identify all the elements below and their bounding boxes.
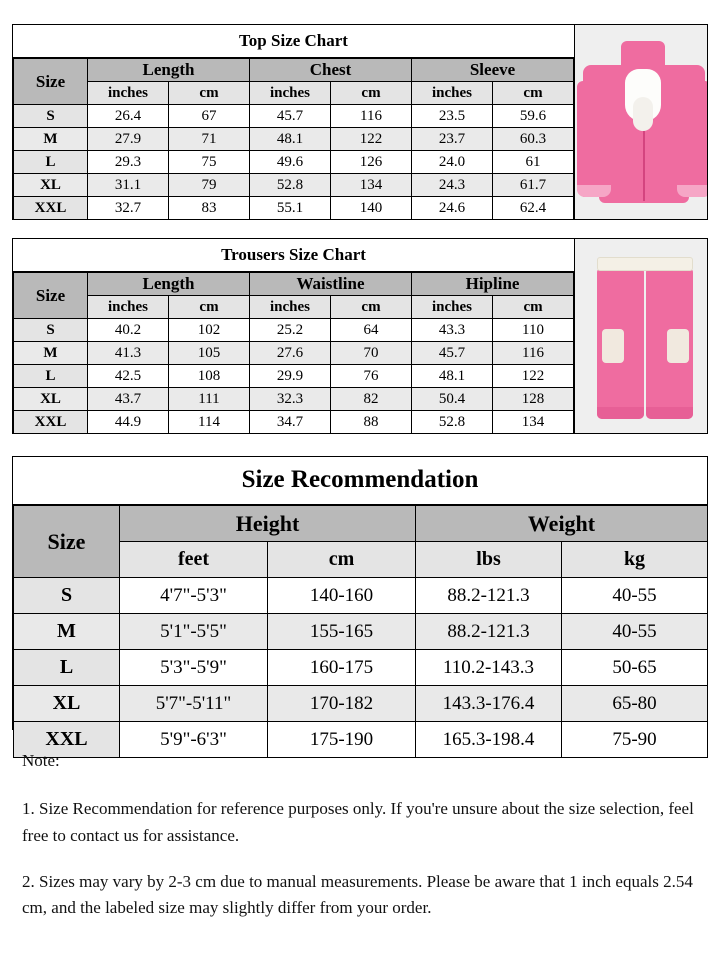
unit-header: feet (120, 542, 268, 578)
cell-value: 42.5 (88, 365, 169, 388)
table-row-group-header (14, 273, 574, 296)
table-row (14, 174, 574, 197)
note-item-2: 2. Sizes may vary by 2-3 cm due to manual measurements. Please be aware that 1 inch equals 2.54 cm, and the labeled size may slightly differ from your order. (22, 872, 693, 918)
table-row (14, 319, 574, 342)
cell-value: 45.7 (250, 105, 331, 128)
size-label: S (14, 578, 120, 614)
cell-value: 44.9 (88, 411, 169, 434)
cell-value: 5'7"-5'11" (120, 686, 268, 722)
size-header: Size (14, 273, 88, 319)
cell-value: 140-160 (268, 578, 416, 614)
size-label: XXL (14, 411, 88, 434)
cell-value: 32.3 (250, 388, 331, 411)
cell-value: 27.6 (250, 342, 331, 365)
group-header-length: Length (88, 273, 250, 296)
cell-value: 88.2-121.3 (416, 614, 562, 650)
cell-value: 111 (169, 388, 250, 411)
cell-value: 43.7 (88, 388, 169, 411)
cell-value: 108 (169, 365, 250, 388)
notes-heading: Note: (22, 751, 60, 770)
cell-value: 45.7 (412, 342, 493, 365)
size-label: XXL (14, 722, 120, 758)
table-row (14, 365, 574, 388)
table-row (14, 578, 708, 614)
table-row (14, 342, 574, 365)
cell-value: 160-175 (268, 650, 416, 686)
cell-value: 170-182 (268, 686, 416, 722)
cell-value: 71 (169, 128, 250, 151)
cell-value: 41.3 (88, 342, 169, 365)
cell-value: 140 (331, 197, 412, 220)
table-row (14, 411, 574, 434)
unit-header: inches (88, 296, 169, 319)
group-header-hipline: Hipline (412, 273, 574, 296)
cell-value: 122 (331, 128, 412, 151)
cell-value: 50-65 (562, 650, 708, 686)
size-label: XL (14, 686, 120, 722)
cell-value: 116 (493, 342, 574, 365)
cell-value: 48.1 (412, 365, 493, 388)
cell-value: 67 (169, 105, 250, 128)
cell-value: 61.7 (493, 174, 574, 197)
cell-value: 165.3-198.4 (416, 722, 562, 758)
table-row (14, 105, 574, 128)
size-label: S (14, 105, 88, 128)
unit-header: inches (412, 82, 493, 105)
table-row (14, 197, 574, 220)
cell-value: 75 (169, 151, 250, 174)
cell-value: 23.7 (412, 128, 493, 151)
cell-value: 75-90 (562, 722, 708, 758)
group-header-length: Length (88, 59, 250, 82)
cell-value: 116 (331, 105, 412, 128)
size-label: XXL (14, 197, 88, 220)
size-recommendation-table (13, 505, 708, 758)
cell-value: 102 (169, 319, 250, 342)
unit-header: inches (412, 296, 493, 319)
cell-value: 82 (331, 388, 412, 411)
note-item-1: 1. Size Recommendation for reference purposes only. If you're unsure about the size selection, feel free to contact us for assistance. (22, 799, 694, 845)
size-label: M (14, 128, 88, 151)
top-size-chart-title: Top Size Chart (13, 25, 574, 58)
cell-value: 26.4 (88, 105, 169, 128)
size-label: M (14, 342, 88, 365)
cell-value: 23.5 (412, 105, 493, 128)
group-header-height: Height (120, 506, 416, 542)
cell-value: 83 (169, 197, 250, 220)
cell-value: 25.2 (250, 319, 331, 342)
unit-header: kg (562, 542, 708, 578)
cell-value: 4'7"-5'3" (120, 578, 268, 614)
cell-value: 122 (493, 365, 574, 388)
cell-value: 64 (331, 319, 412, 342)
cell-value: 61 (493, 151, 574, 174)
size-label: XL (14, 174, 88, 197)
cell-value: 48.1 (250, 128, 331, 151)
size-label: L (14, 151, 88, 174)
cell-value: 128 (493, 388, 574, 411)
size-label: L (14, 365, 88, 388)
cell-value: 55.1 (250, 197, 331, 220)
cell-value: 65-80 (562, 686, 708, 722)
group-header-sleeve: Sleeve (412, 59, 574, 82)
cell-value: 70 (331, 342, 412, 365)
unit-header: inches (88, 82, 169, 105)
cell-value: 40-55 (562, 578, 708, 614)
table-row-group-header (14, 506, 708, 542)
cell-value: 5'9"-6'3" (120, 722, 268, 758)
cell-value: 79 (169, 174, 250, 197)
table-row (14, 151, 574, 174)
cell-value: 49.6 (250, 151, 331, 174)
top-size-chart-table (13, 58, 574, 220)
trousers-size-chart-table (13, 272, 574, 434)
unit-header: cm (169, 82, 250, 105)
cell-value: 88.2-121.3 (416, 578, 562, 614)
unit-header: cm (268, 542, 416, 578)
cell-value: 34.7 (250, 411, 331, 434)
group-header-waistline: Waistline (250, 273, 412, 296)
size-label: S (14, 319, 88, 342)
size-label: M (14, 614, 120, 650)
unit-header: cm (331, 82, 412, 105)
cell-value: 76 (331, 365, 412, 388)
size-header: Size (14, 506, 120, 578)
cell-value: 27.9 (88, 128, 169, 151)
cell-value: 43.3 (412, 319, 493, 342)
notes-section (22, 748, 708, 942)
size-header: Size (14, 59, 88, 105)
cell-value: 110.2-143.3 (416, 650, 562, 686)
jacket-illustration (575, 35, 707, 215)
table-row-unit-header (14, 296, 574, 319)
size-label: XL (14, 388, 88, 411)
table-row (14, 650, 708, 686)
unit-header: lbs (416, 542, 562, 578)
cell-value: 143.3-176.4 (416, 686, 562, 722)
cell-value: 5'3"-5'9" (120, 650, 268, 686)
cell-value: 155-165 (268, 614, 416, 650)
unit-header: cm (169, 296, 250, 319)
cell-value: 59.6 (493, 105, 574, 128)
cell-value: 52.8 (250, 174, 331, 197)
table-row (14, 388, 574, 411)
cell-value: 105 (169, 342, 250, 365)
top-size-chart-table-wrap (13, 25, 574, 219)
trousers-size-chart-block (12, 238, 708, 434)
group-header-weight: Weight (416, 506, 708, 542)
cell-value: 31.1 (88, 174, 169, 197)
cell-value: 52.8 (412, 411, 493, 434)
cell-value: 134 (331, 174, 412, 197)
size-label: L (14, 650, 120, 686)
cell-value: 5'1"-5'5" (120, 614, 268, 650)
cell-value: 24.6 (412, 197, 493, 220)
unit-header: inches (250, 296, 331, 319)
cell-value: 29.3 (88, 151, 169, 174)
cell-value: 40.2 (88, 319, 169, 342)
cell-value: 88 (331, 411, 412, 434)
unit-header: cm (493, 82, 574, 105)
unit-header: cm (493, 296, 574, 319)
top-product-image (574, 25, 707, 219)
cell-value: 62.4 (493, 197, 574, 220)
top-size-chart-block (12, 24, 708, 220)
table-row-unit-header (14, 82, 574, 105)
cell-value: 60.3 (493, 128, 574, 151)
trousers-product-image (574, 239, 707, 433)
trousers-size-chart-title: Trousers Size Chart (13, 239, 574, 272)
cell-value: 40-55 (562, 614, 708, 650)
cell-value: 126 (331, 151, 412, 174)
cell-value: 50.4 (412, 388, 493, 411)
table-row-group-header (14, 59, 574, 82)
trousers-illustration (575, 251, 707, 431)
group-header-chest: Chest (250, 59, 412, 82)
cell-value: 134 (493, 411, 574, 434)
unit-header: inches (250, 82, 331, 105)
table-row (14, 128, 574, 151)
size-recommendation-block (12, 456, 708, 750)
cell-value: 24.0 (412, 151, 493, 174)
cell-value: 110 (493, 319, 574, 342)
table-row (14, 686, 708, 722)
unit-header: cm (331, 296, 412, 319)
cell-value: 114 (169, 411, 250, 434)
cell-value: 32.7 (88, 197, 169, 220)
cell-value: 29.9 (250, 365, 331, 388)
cell-value: 175-190 (268, 722, 416, 758)
size-recommendation-title: Size Recommendation (13, 457, 707, 505)
trousers-size-chart-table-wrap (13, 239, 574, 433)
cell-value: 24.3 (412, 174, 493, 197)
table-row (14, 614, 708, 650)
